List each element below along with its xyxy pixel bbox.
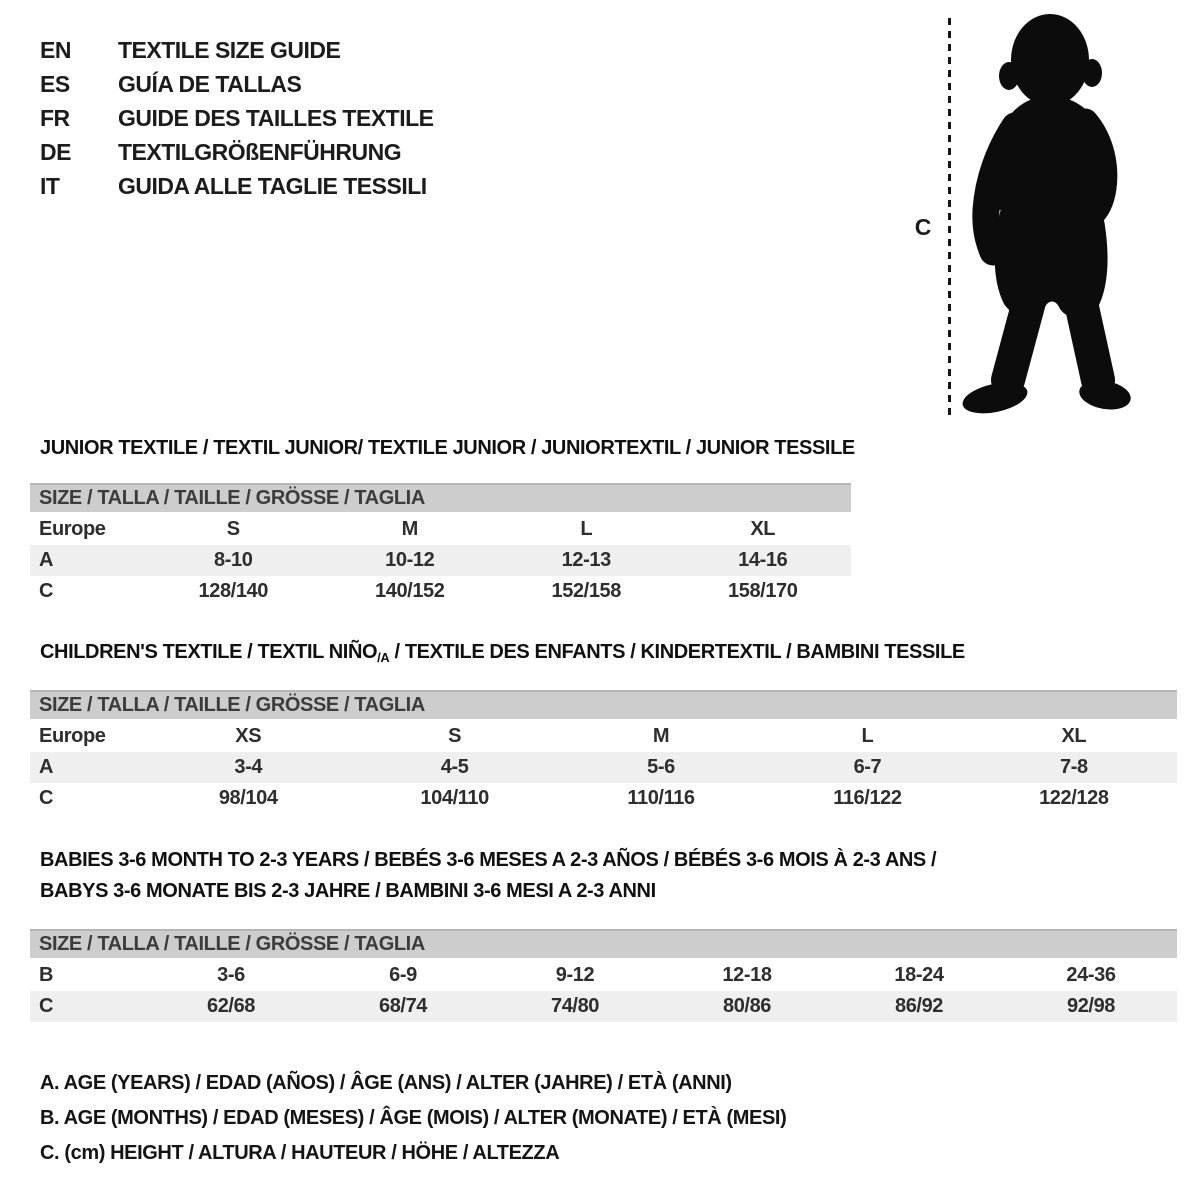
table-row — [30, 960, 1177, 991]
language-code: FR — [40, 104, 70, 131]
row-value: 6-9 — [389, 964, 417, 986]
children-section-heading — [40, 637, 965, 673]
measurement-legend — [40, 1066, 786, 1171]
heading-text: /A — [377, 650, 390, 665]
row-label: C — [39, 787, 54, 809]
size-header-bar: SIZE / TALLA / TAILLE / GRÖSSE / TAGLIA — [30, 929, 1177, 958]
size-header-bar: SIZE / TALLA / TAILLE / GRÖSSE / TAGLIA — [30, 483, 851, 512]
row-value: XL — [1061, 725, 1087, 747]
babies-size-table — [30, 929, 1177, 1022]
row-value: L — [580, 518, 593, 540]
row-value: 3-6 — [217, 964, 245, 986]
row-label: B — [39, 964, 54, 986]
row-value: 158/170 — [728, 580, 798, 602]
row-label: C — [39, 580, 54, 602]
table-row — [30, 783, 1177, 814]
language-list — [40, 33, 434, 203]
row-value: 12-18 — [722, 964, 772, 986]
row-value: S — [448, 725, 462, 747]
heading-text: BABIES 3-6 MONTH TO 2-3 YEARS / BEBÉS 3-6 MESES A 2-3 AÑOS / BÉBÉS 3-6 MOIS À 2-3 ANS / — [40, 849, 937, 871]
row-value: 86/92 — [894, 995, 944, 1017]
language-title: GUÍA DE TALLAS — [118, 70, 302, 97]
row-value: 104/110 — [420, 787, 489, 809]
row-value: 110/116 — [627, 787, 695, 809]
language-code: DE — [40, 138, 71, 165]
row-value: 8-10 — [214, 549, 253, 571]
table-row — [30, 991, 1177, 1022]
row-value: 4-5 — [440, 756, 469, 778]
row-value: 116/122 — [833, 787, 902, 809]
language-title: GUIDE DES TAILLES TEXTILE — [118, 104, 434, 131]
legend-line: C. (cm) HEIGHT / ALTURA / HAUTEUR / HÖHE / ALTEZZA — [40, 1142, 560, 1164]
row-value: 18-24 — [894, 964, 944, 986]
row-value: S — [226, 518, 240, 540]
language-row — [40, 67, 434, 101]
children-size-table — [30, 690, 1177, 814]
legend-line: A. AGE (YEARS) / EDAD (AÑOS) / ÂGE (ANS) / ALTER (JAHRE) / ETÀ (ANNI) — [40, 1072, 732, 1094]
row-value: 152/158 — [551, 580, 621, 602]
size-header-bar: SIZE / TALLA / TAILLE / GRÖSSE / TAGLIA — [30, 690, 1177, 719]
toddler-silhouette-shape — [960, 14, 1133, 418]
junior-heading-line — [40, 433, 855, 464]
junior-size-table — [30, 483, 851, 607]
row-value: XL — [750, 518, 776, 540]
toddler-silhouette-figure — [955, 8, 1140, 418]
row-label: A — [39, 756, 54, 778]
row-value: 92/98 — [1066, 995, 1116, 1017]
row-label: Europe — [39, 518, 106, 540]
row-value: XS — [235, 725, 262, 747]
language-row — [40, 135, 434, 169]
row-value: 68/74 — [378, 995, 428, 1017]
row-value: 12-13 — [561, 549, 611, 571]
row-value: 7-8 — [1059, 756, 1088, 778]
row-value: 14-16 — [738, 549, 788, 571]
row-value: 9-12 — [555, 964, 595, 986]
heading-text: JUNIOR TEXTILE / TEXTIL JUNIOR/ TEXTILE JUNIOR / JUNIORTEXTIL / JUNIOR TESSILE — [40, 437, 855, 459]
row-value: 62/68 — [206, 995, 256, 1017]
language-row — [40, 169, 434, 203]
row-value: L — [861, 725, 874, 747]
language-title: TEXTILE SIZE GUIDE — [118, 36, 341, 63]
language-title: TEXTILGRÖßENFÜHRUNG — [118, 138, 402, 165]
heading-text: / TEXTILE DES ENFANTS / KINDERTEXTIL / BAMBINI TESSILE — [389, 641, 965, 663]
row-label: A — [39, 549, 54, 571]
babies-heading-line — [40, 845, 936, 876]
row-value: 6-7 — [853, 756, 882, 778]
table-row — [30, 545, 851, 576]
row-label: C — [39, 995, 54, 1017]
language-row — [40, 101, 434, 135]
language-code: ES — [40, 70, 70, 97]
row-value: 24-36 — [1066, 964, 1116, 986]
language-code: EN — [40, 36, 71, 63]
babies-section-heading — [40, 845, 936, 907]
row-value: 98/104 — [218, 787, 278, 809]
babies-heading-line — [40, 876, 936, 907]
heading-text: BABYS 3-6 MONATE BIS 2-3 JAHRE / BAMBINI 3-6 MESI A 2-3 ANNI — [40, 880, 656, 902]
row-value: 3-4 — [234, 756, 263, 778]
children-heading-line — [40, 637, 965, 673]
table-row — [30, 576, 851, 607]
language-code: IT — [40, 172, 60, 199]
row-value: 140/152 — [375, 580, 445, 602]
row-value: M — [652, 725, 670, 747]
table-row — [30, 721, 1177, 752]
row-value: 74/80 — [550, 995, 600, 1017]
row-value: 80/86 — [722, 995, 772, 1017]
table-row — [30, 752, 1177, 783]
table-row — [30, 514, 851, 545]
row-value: 5-6 — [647, 756, 675, 778]
row-value: 10-12 — [385, 549, 435, 571]
height-measure-dashed-line — [948, 18, 951, 415]
row-label: Europe — [39, 725, 106, 747]
height-measure-label: C — [914, 214, 932, 240]
legend-line: B. AGE (MONTHS) / EDAD (MESES) / ÂGE (MOIS) / ALTER (MONATE) / ETÀ (MESI) — [40, 1107, 787, 1129]
row-value: M — [401, 518, 418, 540]
language-row — [40, 33, 434, 67]
row-value: 122/128 — [1039, 787, 1109, 809]
row-value: 128/140 — [198, 580, 268, 602]
language-title: GUIDA ALLE TAGLIE TESSILI — [118, 172, 427, 199]
heading-text: CHILDREN'S TEXTILE / TEXTIL NIÑO — [40, 641, 378, 663]
junior-section-heading — [40, 433, 855, 464]
